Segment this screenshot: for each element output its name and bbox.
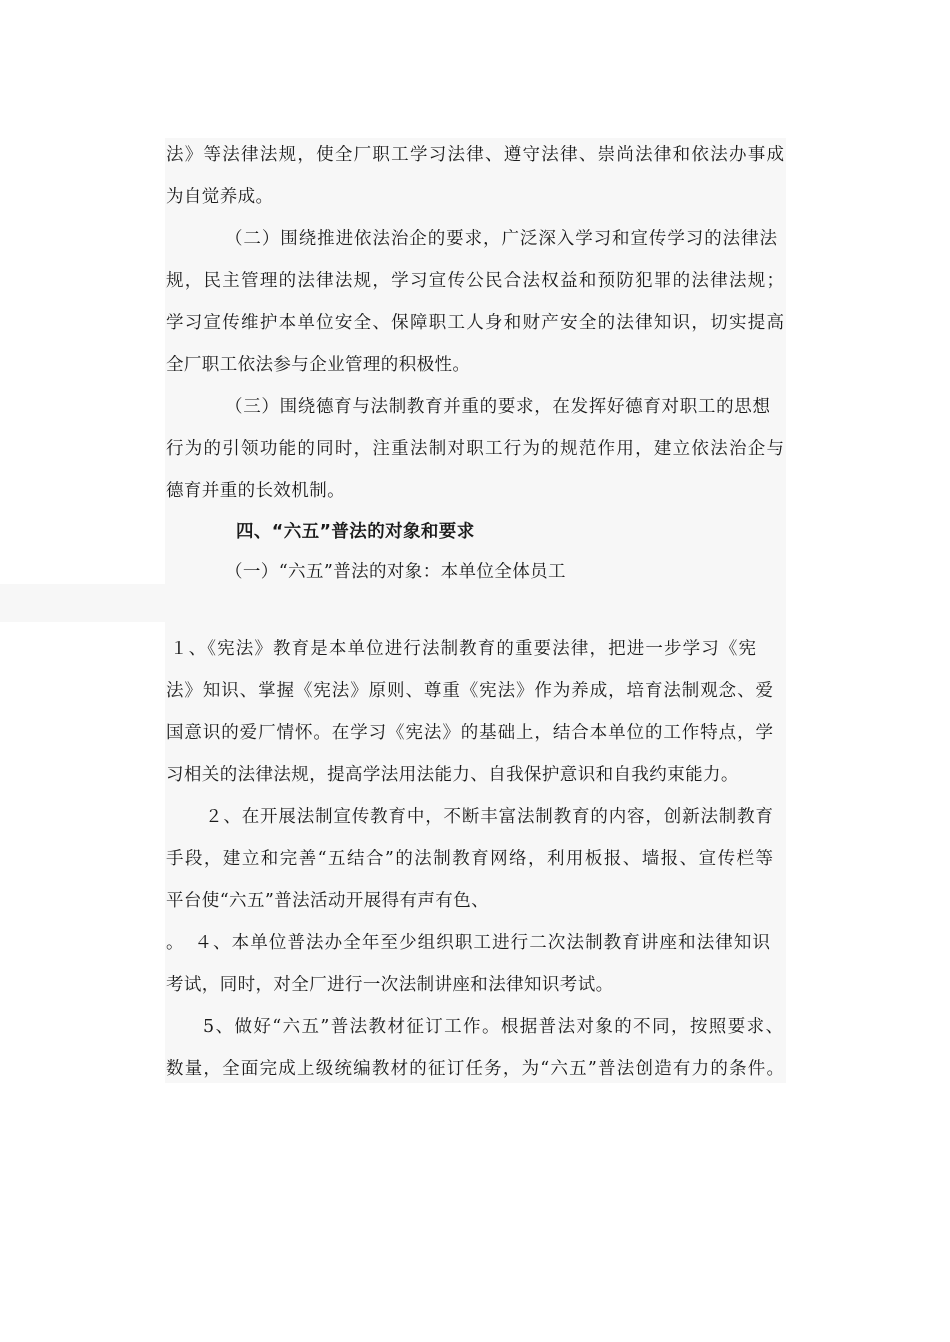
margin-highlight-background [0,584,165,622]
paragraph-line: 。 ４、本单位普法办全年至少组织职工进行二次法制教育讲座和法律知识 [166,933,770,953]
paragraph-line: 法》等法律法规，使全厂职工学习法律、遵守法律、崇尚法律和依法办事成 [166,145,784,165]
paragraph-line: 数量，全面完成上级统编教材的征订任务，为“六五”普法创造有力的条件。 [166,1059,784,1079]
paragraph-line: 行为的引领功能的同时，注重法制对职工行为的规范作用，建立依法治企与 [166,439,784,459]
paragraph-line: 法》知识、掌握《宪法》原则、尊重《宪法》作为养成，培育法制观念、爱 [166,681,773,701]
paragraph-line: （二）围绕推进依法治企的要求，广泛深入学习和宣传学习的法律法 [225,229,777,249]
paragraph-line: 平台使“六五”普法活动开展得有声有色、 [166,891,489,911]
section-heading: 四、“六五”普法的对象和要求 [236,522,475,542]
paragraph-line: 规，民主管理的法律法规，学习宣传公民合法权益和预防犯罪的法律法规； [166,271,784,291]
paragraph-line: 5、做好“六五”普法教材征订工作。根据普法对象的不同，按照要求、 [203,1017,783,1037]
paragraph-line: 学习宣传维护本单位安全、保障职工人身和财产安全的法律知识，切实提高 [166,313,784,333]
paragraph-line: 为自觉养成。 [166,187,274,207]
paragraph-line: 全厂职工依法参与企业管理的积极性。 [166,355,471,375]
paragraph-line: 国意识的爱厂情怀。在学习《宪法》的基础上，结合本单位的工作特点，学 [166,723,773,743]
paragraph-line: （三）围绕德育与法制教育并重的要求，在发挥好德育对职工的思想 [225,397,770,417]
paragraph-line: 德育并重的长效机制。 [166,481,345,501]
paragraph-line: ２、在开展法制宣传教育中，不断丰富法制教育的内容，创新法制教育 [205,807,773,827]
paragraph-line: 习相关的法律法规，提高学法用法能力、自我保护意识和自我约束能力。 [166,765,739,785]
paragraph-line: 手段，建立和完善“五结合”的法制教育网络，利用板报、墙报、宣传栏等 [166,849,773,869]
subsection-heading: （一）“六五”普法的对象：本单位全体员工 [225,562,566,582]
paragraph-line: 考试，同时，对全厂进行一次法制讲座和法律知识考试。 [166,975,614,995]
paragraph-line: １、《宪法》教育是本单位进行法制教育的重要法律，把进一步学习《宪 [170,639,756,659]
